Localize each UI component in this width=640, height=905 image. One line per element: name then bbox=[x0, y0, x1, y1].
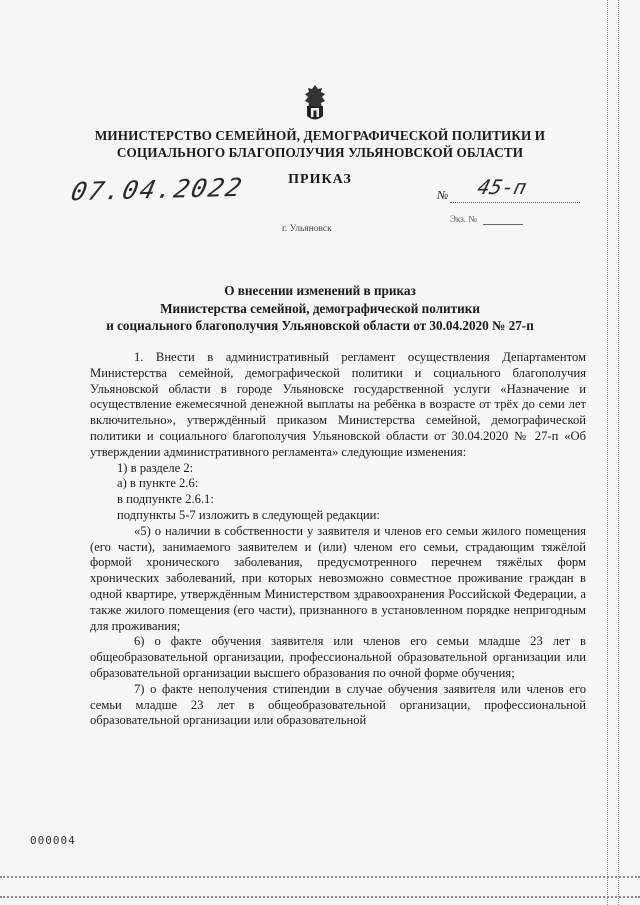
handwritten-date: 07.04.2022 bbox=[68, 172, 247, 207]
scan-edge-line bbox=[607, 0, 608, 905]
copy-number-label: Экз. № bbox=[450, 214, 477, 224]
paragraph-point-2-6: а) в пункте 2.6: bbox=[117, 476, 199, 491]
coat-of-arms-icon bbox=[300, 84, 330, 124]
paragraph-subpoint-5: «5) о наличии в собственности у заявителя и членов его семьи жилого помещения (его части), занимаемого заявителем и (или) членом его семьи, страдающим тяжёлой формой хронического заболевания, предусмотренного перечнем тяжёлых форм хронических заболеваний, при которых невозможно совместное проживание граждан в одной квартире, утверждённым Министерством здравоохранения Российской Федерации, а также жилого помещения (его части), признанного в установленном порядке непригодным для проживания; bbox=[90, 523, 586, 633]
paragraph-subpoint-2-6-1: в подпункте 2.6.1: bbox=[117, 492, 214, 507]
paragraph-subpoint-6: 6) о факте обучения заявителя или членов его семьи младше 23 лет в общеобразовательной организации, профессиональной образовательной организации или образовательной организации высшего образования по очной форме обучения; bbox=[90, 634, 586, 680]
number-sign: № bbox=[437, 188, 449, 202]
copy-number-underline bbox=[483, 224, 523, 225]
order-body bbox=[90, 350, 586, 729]
city-label: г. Ульяновск bbox=[282, 224, 332, 234]
ministry-title-line1: МИНИСТЕРСТВО СЕМЕЙНОЙ, ДЕМОГРАФИЧЕСКОЙ ПОЛИТИКИ И bbox=[94, 128, 546, 143]
paragraph-subpoints-5-7: подпункты 5-7 изложить в следующей редакции: bbox=[117, 507, 380, 522]
paragraph-subpoint-7: 7) о факте неполучения стипендии в случае обучения заявителя или членов его семьи младше 23 лет в общеобразовательной организации, профессиональной образовательной организации или образовательной bbox=[90, 681, 586, 728]
subject-line2: Министерства семейной, демографической политики bbox=[160, 300, 480, 316]
handwritten-order-number: 45-п bbox=[475, 175, 530, 199]
order-heading: ПРИКАЗ bbox=[288, 172, 352, 187]
paragraph-section-2: 1) в разделе 2: bbox=[117, 460, 194, 475]
subject-line3: и социального благополучия Ульяновской области от 30.04.2020 № 27-п bbox=[106, 318, 534, 333]
page-stamp-number: 000004 bbox=[30, 834, 76, 847]
order-subject bbox=[60, 282, 580, 335]
ministry-title-line2: СОЦИАЛЬНОГО БЛАГОПОЛУЧИЯ УЛЬЯНОВСКОЙ ОБЛАСТИ bbox=[116, 145, 524, 160]
number-underline bbox=[450, 202, 580, 203]
scan-edge-line bbox=[0, 876, 640, 878]
ministry-title bbox=[60, 127, 580, 161]
scan-edge-line bbox=[618, 0, 619, 905]
paragraph-item-1: 1. Внести в административный регламент осуществления Департаментом Министерства семейной, демографической политики и социального благополучия Ульяновской области в городе Ульяновске государственной услуги «Назначение и осуществление ежемесячной денежной выплаты на ребёнка в возрасте от трёх до семи лет включительно», утверждённый приказом Министерства семейной, демографической политики и социального благополучия Ульяновской области от 30.04.2020 № 27-п «Об утверждении административного регламента» следующие изменения: bbox=[90, 350, 586, 459]
subject-line1: О внесении изменений в приказ bbox=[224, 283, 416, 298]
scan-edge-line bbox=[0, 896, 640, 898]
